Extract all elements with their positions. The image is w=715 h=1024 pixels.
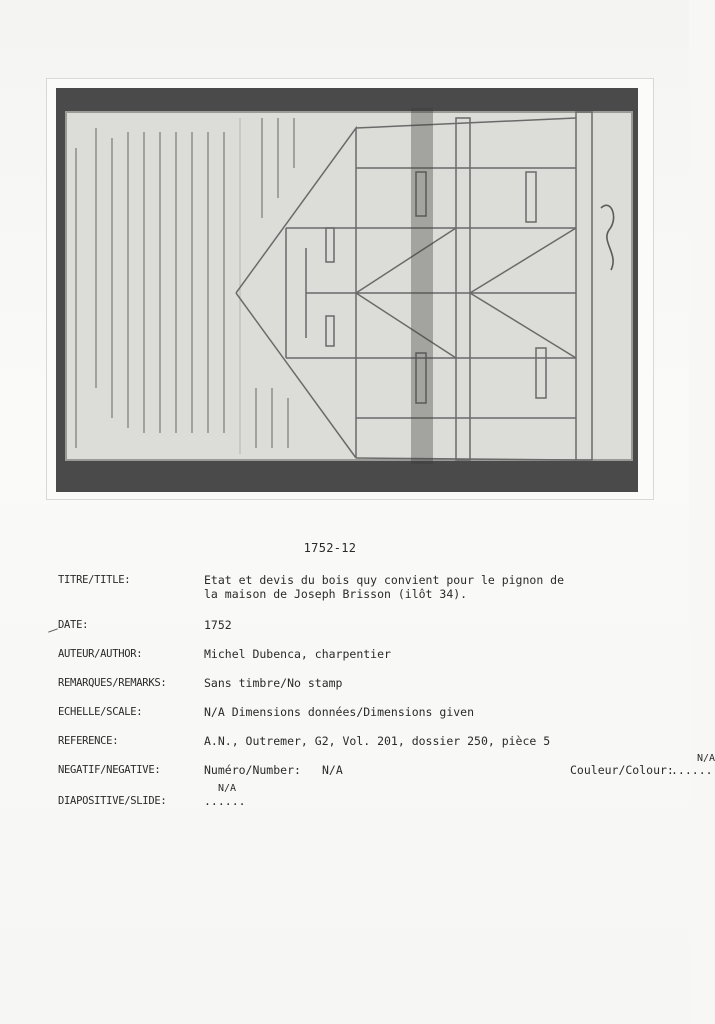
author-label: AUTEUR/AUTHOR: [58, 648, 143, 660]
author-value: Michel Dubenca, charpentier [204, 647, 391, 661]
remarks-value: Sans timbre/No stamp [204, 676, 343, 690]
slide-label: DIAPOSITIVE/SLIDE: [58, 795, 167, 807]
scale-label: ECHELLE/SCALE: [58, 706, 143, 718]
catalog-number: 1752-12 [303, 541, 357, 555]
reference-value: A.N., Outremer, G2, Vol. 201, dossier 250, pièce 5 [204, 734, 551, 748]
timber-gable-drawing [56, 88, 638, 492]
date-value: 1752 [204, 618, 232, 632]
negative-number-value: N/A [322, 763, 343, 777]
archival-photograph [56, 88, 638, 492]
negative-value [204, 753, 715, 777]
title-value-line1: Etat et devis du bois quy convient pour le pignon de [204, 573, 565, 587]
scale-value: N/A Dimensions données/Dimensions given [204, 705, 475, 719]
slide-value: N/A [218, 783, 237, 794]
remarks-label: REMARQUES/REMARKS: [58, 677, 167, 689]
colour-dots: ...... [671, 763, 713, 777]
title-value [204, 573, 604, 601]
date-label: DATE: [58, 619, 89, 631]
negative-number-label: Numéro/Number: [204, 763, 301, 777]
reference-label: REFERENCE: [58, 735, 119, 747]
title-value-line2: la maison de Joseph Brisson (ilôt 34). [204, 587, 468, 601]
negative-label: NEGATIF/NEGATIVE: [58, 764, 161, 776]
colour-value: N/A [697, 753, 715, 764]
pen-mark [48, 628, 58, 632]
slide-dots: ...... [204, 794, 246, 808]
colour-label: Couleur/Colour: [570, 763, 674, 777]
title-label: TITRE/TITLE: [58, 574, 131, 586]
